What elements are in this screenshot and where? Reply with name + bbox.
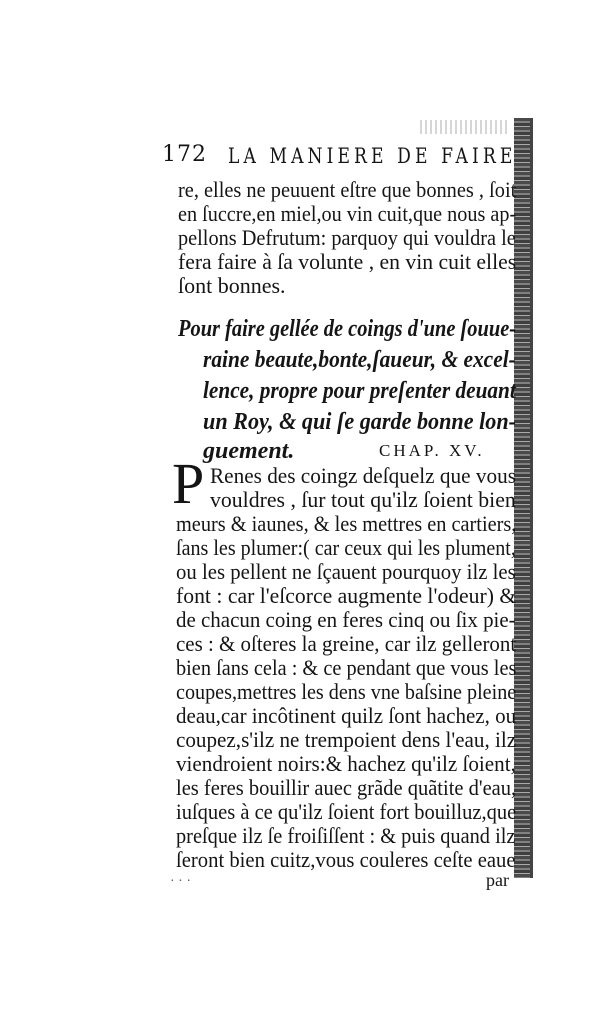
page-edge bbox=[530, 118, 533, 878]
running-header bbox=[162, 142, 517, 172]
catchword: par bbox=[486, 870, 509, 890]
text-line: re, elles ne peuuent eſtre que bonnes , ſoit bbox=[178, 177, 517, 202]
text-line: ſans les plumer:( car ceux qui les plument, bbox=[176, 535, 516, 560]
text-line: les feres bouillir auec grãde quãtite d'eau, bbox=[176, 775, 517, 800]
text-line: coupez,s'ilz ne trempoient dens l'eau, ilz bbox=[176, 727, 517, 752]
drop-cap: P bbox=[172, 451, 205, 516]
print-marks: · · · bbox=[170, 874, 191, 889]
text-line: iuſques à ce qu'ilz ſoient fort bouilluz,que bbox=[176, 799, 517, 824]
text-line: preſque ilz ſe froiſiſſent : & puis quand ilz bbox=[176, 823, 516, 848]
chapter-title-line: un Roy, & qui ſe garde bonne lon- bbox=[203, 409, 517, 435]
print-smudge bbox=[420, 120, 510, 134]
chapter-title-line: guement. bbox=[203, 438, 295, 464]
running-title: LA MANIERE DE FAIRE bbox=[228, 144, 517, 168]
text-line: bien ſans cela : & ce pendant que vous les bbox=[176, 655, 517, 680]
chapter-title-line: Pour faire gellée de coings d'une ſouue- bbox=[178, 316, 517, 342]
chapter-label: CHAP. XV. bbox=[379, 441, 485, 460]
text-line: coupes,mettres les dens vne baſsine pleine bbox=[176, 679, 517, 704]
text-line: meurs & iaunes, & les mettres en cartiers, bbox=[176, 511, 517, 536]
text-line: deau,car incôtinent quilz ſont hachez, ou bbox=[176, 703, 517, 728]
text-line: en ſuccre,en miel,ou vin cuit,que nous ap- bbox=[178, 201, 517, 226]
text-line: viendroient noirs:& hachez qu'ilz ſoient, bbox=[176, 751, 516, 776]
text-line: fera faire à ſa volunte , en vin cuit elles bbox=[178, 249, 517, 274]
chapter-title-line: lence, propre pour preſenter deuant bbox=[203, 378, 516, 404]
text-line: de chacun coing en feres cinq ou ſix pie- bbox=[176, 607, 516, 632]
text-line: vouldres , ſur tout qu'ilz ſoient bien bbox=[210, 487, 516, 512]
text-line: Renes des coingz deſquelz que vous bbox=[210, 463, 516, 488]
chapter-title-line: raine beaute,bonte,ſaueur, & excel- bbox=[203, 347, 516, 373]
text-line: ſont bonnes. bbox=[178, 273, 286, 298]
text-line: ou les pellent ne ſçauent pourquoy ilz les bbox=[176, 559, 516, 584]
text-line: ces : & oſteres la greine, car ilz gelleront bbox=[176, 631, 517, 656]
text-line: ſeront bien cuitz,vous couleres ceſte eaue bbox=[176, 847, 516, 872]
page-number: 172 bbox=[162, 142, 207, 167]
text-line: font : car l'eſcorce augmente l'odeur) & bbox=[176, 583, 517, 608]
text-line: pellons Defrutum: parquoy qui vouldra le bbox=[178, 225, 516, 250]
